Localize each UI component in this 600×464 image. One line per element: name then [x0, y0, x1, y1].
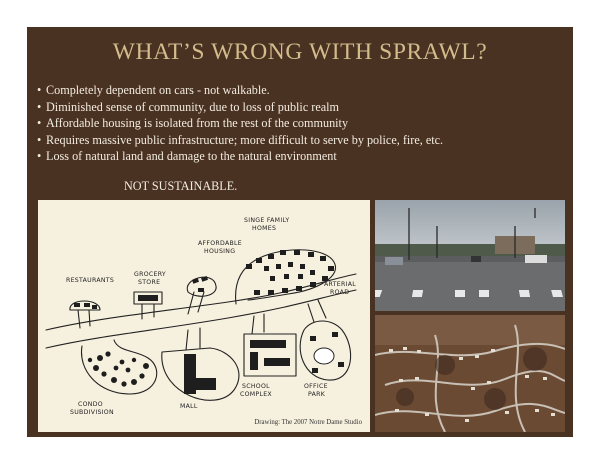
- bullet-item: [37, 115, 567, 132]
- arterial-road-photo: [375, 200, 565, 311]
- bullet-dot-icon: •: [37, 99, 42, 114]
- label-arterial: ARTERIAL: [324, 281, 356, 288]
- bullet-list: [37, 82, 567, 165]
- bullet-item: [37, 82, 567, 99]
- label-single-family: SINGE FAMILY: [244, 217, 290, 224]
- drawing-credit: Drawing: The 2007 Notre Dame Studio: [254, 419, 362, 426]
- restaurants-spur: [78, 310, 90, 328]
- bullet-text: Loss of natural land and damage to the natural environment: [46, 149, 337, 164]
- bullet-text: Diminished sense of community, due to loss of public realm: [46, 99, 340, 114]
- grocery-spur: [142, 304, 154, 319]
- bullet-item: [37, 148, 567, 165]
- bullet-dot-icon: •: [37, 149, 42, 164]
- bullet-item: [37, 99, 567, 116]
- pond: [314, 348, 334, 364]
- verdict-text: NOT SUSTAINABLE.: [124, 179, 238, 193]
- mall-spur: [186, 328, 200, 350]
- bullet-text: Affordable housing is isolated from the rest of the community: [46, 116, 349, 131]
- label-office: OFFICE: [304, 383, 328, 390]
- label-school: SCHOOL: [242, 383, 270, 390]
- label-homes: HOMES: [252, 225, 277, 232]
- aerial-subdivision-photo: [375, 315, 565, 432]
- label-housing: HOUSING: [204, 248, 236, 255]
- bullet-dot-icon: •: [37, 116, 42, 131]
- label-restaurants: RESTAURANTS: [66, 277, 115, 284]
- sprawl-sketch: [38, 200, 370, 432]
- label-complex: COMPLEX: [240, 391, 272, 398]
- slide: [27, 27, 573, 437]
- sprawl-drawing: [38, 200, 370, 432]
- bullet-dot-icon: •: [37, 83, 42, 97]
- bullet-item: [37, 132, 567, 149]
- affordable-spur: [188, 292, 204, 314]
- label-affordable: AFFORDABLE: [198, 240, 243, 247]
- bullet-dot-icon: •: [37, 132, 42, 147]
- bullet-text: Requires massive public infrastructure; more difficult to serve by police, fire, etc.: [46, 132, 444, 147]
- label-subdivision: SUBDIVISION: [70, 409, 114, 416]
- label-store: STORE: [138, 279, 161, 286]
- school-spur: [252, 314, 264, 334]
- label-road: ROAD: [330, 289, 350, 296]
- office-spur: [308, 300, 326, 322]
- slide-title: WHAT’S WRONG WITH SPRAWL?: [112, 39, 488, 65]
- label-grocery: GROCERY: [134, 271, 166, 278]
- bullet-text: Completely dependent on cars - not walkable.: [46, 83, 270, 97]
- label-condo: CONDO: [78, 401, 103, 408]
- label-mall: MALL: [180, 403, 198, 410]
- single-family-houses: [246, 250, 334, 295]
- label-park: PARK: [308, 391, 326, 398]
- condo-clusters: [88, 351, 149, 386]
